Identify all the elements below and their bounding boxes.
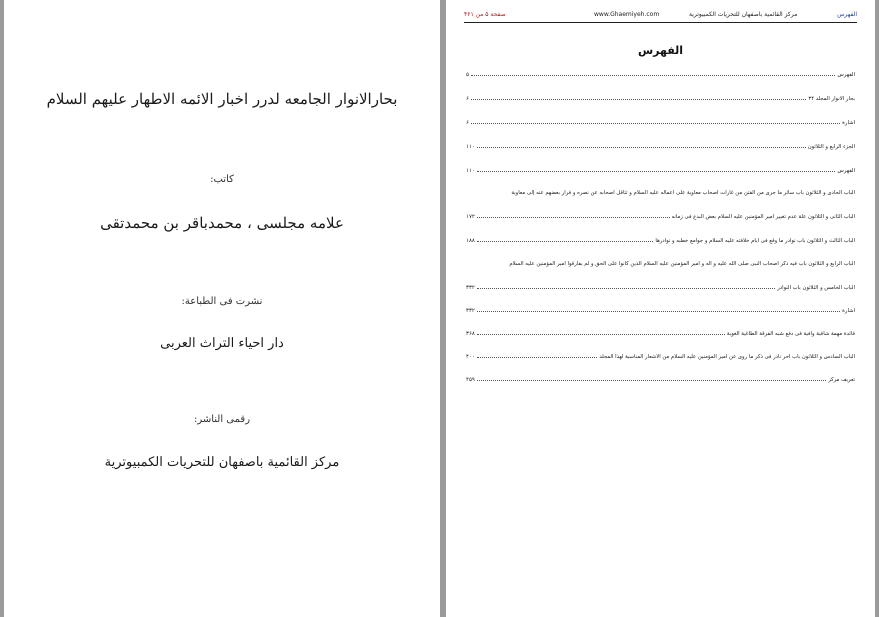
toc-title: الفهرس xyxy=(637,44,684,57)
toc-entry-page: ۴۵۹ xyxy=(466,377,475,383)
toc-entry[interactable] xyxy=(466,371,855,383)
toc-entry[interactable] xyxy=(466,90,855,102)
toc-entry-label: اشارة xyxy=(842,120,855,126)
toc-entry[interactable] xyxy=(466,255,855,267)
author-label: کاتب: xyxy=(210,174,234,185)
page-header xyxy=(464,10,857,23)
toc-leader-dots xyxy=(477,217,670,218)
toc-entry-page: ۶ xyxy=(466,120,469,126)
toc-entry-label: الجزء الرابع و الثلاثون xyxy=(807,144,855,150)
toc-leader-dots xyxy=(477,311,840,312)
toc-entry-page: ۳۳۲ xyxy=(466,285,475,291)
cover-page xyxy=(4,0,440,617)
toc-leader-dots xyxy=(471,75,835,76)
toc-leader-dots xyxy=(471,99,806,100)
toc-entry-page: ۴۰۰ xyxy=(466,354,475,360)
toc-entry[interactable] xyxy=(466,208,855,220)
book-title: بحارالانوار الجامعه لدرر اخبار الائمه الاطهار علیهم السلام xyxy=(46,90,398,108)
toc-entry-label: الباب الخامس و الثلاثون باب النوادر xyxy=(777,285,855,291)
toc-entry-page: ۱۱۰ xyxy=(466,144,475,150)
header-section: الفهرس xyxy=(837,11,857,18)
printer-name: دار احیاء التراث العربی xyxy=(160,336,284,351)
toc-entry-label: تعریف مرکز xyxy=(828,377,855,383)
toc-entry-label: بحار الانوار المجلد ۳۴ xyxy=(808,96,855,102)
toc-entry[interactable] xyxy=(466,302,855,314)
toc-entry-label: اشارة xyxy=(842,308,855,314)
toc-entry[interactable] xyxy=(466,348,855,360)
printing-label: نشرت فی الطباعة: xyxy=(181,296,263,307)
toc-entry[interactable] xyxy=(466,232,855,244)
toc-entry[interactable] xyxy=(466,138,855,150)
toc-entry-label: الباب السادس و الثلاثون باب آخر نادر فی ذکر ما روی عن أمیر المؤمنین علیه السلام من الأشعار المناسبة لهذا المجلد xyxy=(599,354,855,360)
toc-entry-page: ۵ xyxy=(466,72,469,78)
publisher-name: مرکز القائمیة باصفهان للتحریات الکمبیوتریة xyxy=(104,455,340,470)
toc-page xyxy=(446,0,875,617)
toc-entry-label: الباب الثانی و الثلاثون علة عدم تغییر أمیر المؤمنین علیه السلام بعض البدع فی زمانه xyxy=(671,214,855,220)
header-publisher: مرکز القائمیة باصفهان للتحریات الکمبیوتریة xyxy=(689,11,798,18)
publisher-label: رقمی الناشر: xyxy=(193,414,251,425)
toc-leader-dots xyxy=(477,241,653,242)
page-indicator: صفحة ۵ من ۴۶۱ xyxy=(464,11,506,18)
toc-leader-dots xyxy=(471,123,840,124)
toc-entry-label: الفهرس xyxy=(837,168,855,174)
toc-entry-page: ۳۶۸ xyxy=(466,331,475,337)
toc-entry-label: فائدة مهمة شافیة وافیة فی دفع شبه الفرقة الطاغیة الغویة xyxy=(726,331,855,337)
toc-leader-dots xyxy=(477,147,806,148)
toc-entry[interactable] xyxy=(466,279,855,291)
toc-leader-dots xyxy=(477,357,597,358)
toc-leader-dots xyxy=(477,288,775,289)
toc-entry-page: ۱۸۸ xyxy=(466,238,475,244)
toc-entry-label: الفهرس xyxy=(837,72,855,78)
toc-entry-label: الباب الحادی و الثلاثون باب سائر ما جری من الفتن من غارات أصحاب معاویة علی أعماله علیه السلام و تثاقل أصحابه عن نصره و فرار بعضهم عنه إلی معاویة xyxy=(511,190,855,196)
toc-leader-dots xyxy=(477,334,725,335)
toc-leader-dots xyxy=(477,380,826,381)
toc-entry-page: ۳۳۲ xyxy=(466,308,475,314)
toc-entry-page: ۱۷۲ xyxy=(466,214,475,220)
toc-entry[interactable] xyxy=(466,66,855,78)
site-url[interactable]: www.Ghaemiyeh.com xyxy=(594,11,660,18)
toc-entry[interactable] xyxy=(466,162,855,174)
toc-entry-label: الباب الرابع و الثلاثون باب فیه ذکر أصحاب النبی صلّی اللّه علیه و آله و أمیر المؤمنین علیه السلام الذین کانوا علی الحق و لم یفارقوا أمیر المؤمنین علیه السلام xyxy=(509,261,855,267)
toc-entry-page: ۱۱۰ xyxy=(466,168,475,174)
toc-entry-label: الباب الثالث و الثلاثون باب نوادر ما وقع فی أیام خلافته علیه السلام و جوامع خطبه و نوادرها xyxy=(655,238,855,244)
author-name: علامه مجلسی ، محمدباقر بن محمدتقی xyxy=(100,214,344,232)
toc-entry-page: ۶ xyxy=(466,96,469,102)
toc-entry[interactable] xyxy=(466,114,855,126)
toc-entry[interactable] xyxy=(466,184,855,196)
toc-entry[interactable] xyxy=(466,325,855,337)
toc-leader-dots xyxy=(477,171,836,172)
